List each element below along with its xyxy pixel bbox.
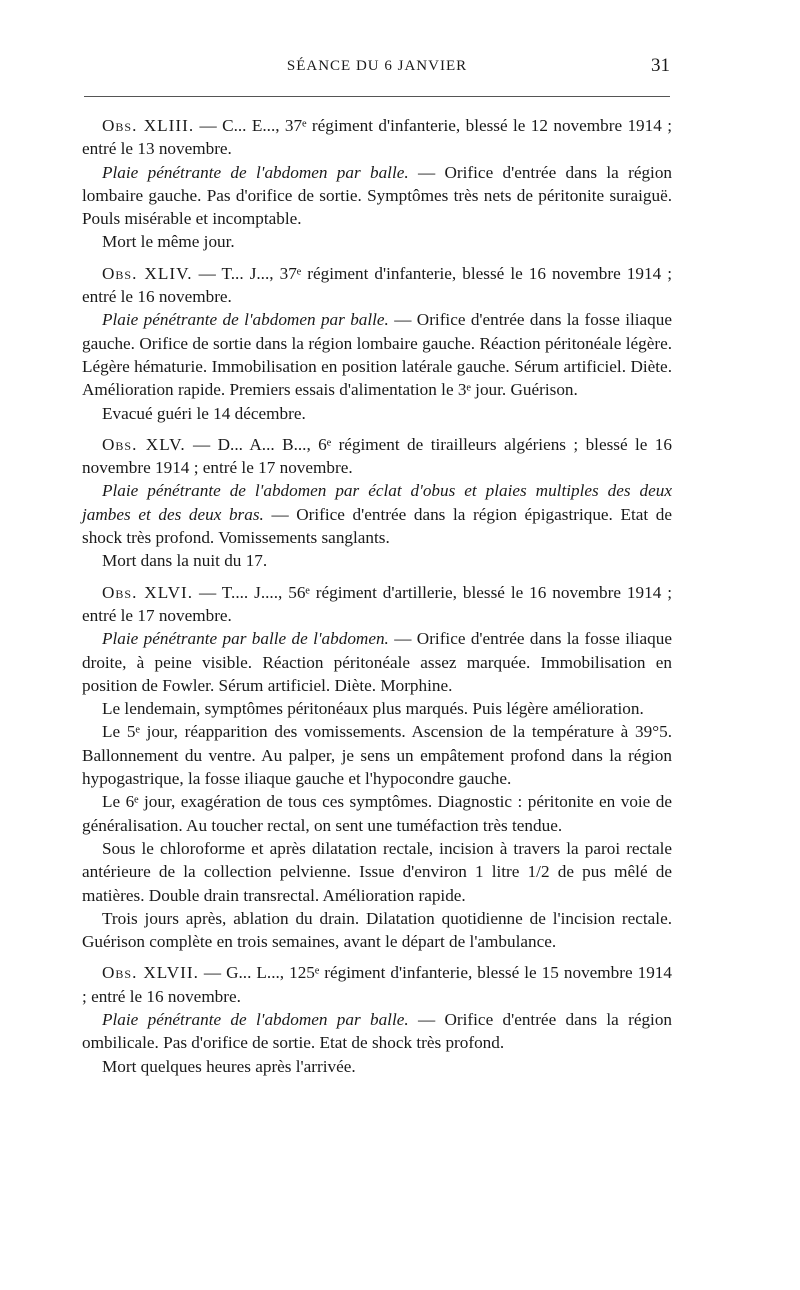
outcome-paragraph: Evacué guéri le 14 décembre.	[102, 403, 306, 423]
outcome-paragraph: Mort dans la nuit du 17.	[102, 551, 268, 571]
course-paragraph: Le 6ᵉ jour, exagération de tous ces symptômes. Diagnostic : péritonite en voie de généralisation. Au toucher rectal, on sent une tuméfaction très tendue.	[82, 792, 672, 835]
observation-intro	[82, 433, 672, 480]
observation-number: Obs. XLIV.	[102, 263, 193, 283]
diagnosis-title: Plaie pénétrante de l'abdomen par balle.	[102, 310, 389, 330]
diagnosis-paragraph	[82, 1008, 672, 1055]
patient-details: — D... A... B..., 6ᵉ régiment de tirailleurs algériens ; blessé le 16 novembre 1914 ; entré le 17 novembre.	[82, 434, 672, 478]
page-number: 31	[651, 55, 670, 76]
outcome-paragraph: Trois jours après, ablation du drain. Dilatation quotidienne de l'incision rectale. Guérison complète en trois semaines, avant le départ de l'ambulance.	[82, 908, 672, 952]
diagnosis-title: Plaie pénétrante de l'abdomen par balle.	[102, 1009, 409, 1029]
observation-intro	[82, 114, 672, 161]
diagnosis-paragraph	[82, 308, 672, 401]
header-rule	[84, 96, 670, 97]
patient-details: — T.... J...., 56ᵉ régiment d'artillerie, blessé le 16 novembre 1914 ; entré le 17 novembre.	[82, 582, 672, 625]
course-paragraph: Sous le chloroforme et après dilatation rectale, incision à travers la paroi rectale antérieure de la collection pelvienne. Issue d'environ 1 litre 1/2 de pus mêlé de matières. Double drain transrectal. Amélioration rapide.	[82, 838, 672, 905]
observation-number: Obs. XLV.	[102, 434, 186, 454]
diagnosis-text: — Orifice d'entrée dans la fosse iliaque droite, à peine visible. Réaction péritonéale assez marquée. Immobilisation en position de Fowler. Sérum artificiel. Diète. Morphine.	[82, 629, 672, 695]
observation-intro	[82, 961, 672, 1008]
observation-intro	[82, 581, 672, 628]
observation-xliii	[82, 114, 672, 254]
page-header	[84, 55, 670, 82]
observation-intro	[82, 262, 672, 309]
running-title: SÉANCE DU 6 JANVIER	[286, 58, 468, 74]
observation-number: Obs. XLVII.	[102, 963, 199, 983]
patient-details: — T... J..., 37ᵉ régiment d'infanterie, blessé le 16 novembre 1914 ; entré le 16 novembre.	[82, 263, 672, 307]
patient-details: — G... L..., 125ᵉ régiment d'infanterie, blessé le 15 novembre 1914 ; entré le 16 novembre.	[82, 963, 672, 1006]
diagnosis-title: Plaie pénétrante par balle de l'abdomen.	[102, 629, 389, 649]
observation-xlvii	[82, 961, 672, 1077]
diagnosis-text: — Orifice d'entrée dans la fosse iliaque gauche. Orifice de sortie dans la région lombaire gauche. Réaction péritonéale légère. Légère hématurie. Immobilisation en position latérale gauche. Sérum artificiel. Diète. Amélioration rapide. Premiers essais d'alimentation le 3ᵉ jour. Guérison.	[82, 310, 672, 400]
diagnosis-text: — Orifice d'entrée dans la région lombaire gauche. Pas d'orifice de sortie. Symptômes très nets de péritonite suraiguë. Pouls misérable et incomptable.	[82, 162, 673, 229]
patient-details: — C... E..., 37ᵉ régiment d'infanterie, blessé le 12 novembre 1914 ; entré le 13 novembre.	[82, 116, 672, 159]
observation-xlv	[82, 433, 672, 573]
diagnosis-title: Plaie pénétrante de l'abdomen par balle.	[102, 162, 409, 182]
diagnosis-paragraph	[82, 479, 672, 549]
diagnosis-paragraph	[82, 161, 672, 231]
observation-number: Obs. XLIII.	[102, 116, 195, 135]
diagnosis-text: — Orifice d'entrée dans la région épigastrique. Etat de shock très profond. Vomissements sanglants.	[82, 504, 672, 548]
diagnosis-text: — Orifice d'entrée dans la région ombilicale. Pas d'orifice de sortie. Etat de shock très profond.	[82, 1009, 673, 1053]
outcome-paragraph: Mort quelques heures après l'arrivée.	[102, 1056, 356, 1076]
observation-xliv	[82, 262, 672, 425]
course-paragraph: Le lendemain, symptômes péritonéaux plus marqués. Puis légère amélioration.	[102, 699, 644, 719]
page-body	[82, 114, 672, 1086]
diagnosis-title: Plaie pénétrante de l'abdomen par éclat d'obus et plaies multiples des deux jambes et des deux bras.	[82, 481, 672, 524]
diagnosis-paragraph	[82, 627, 672, 697]
course-paragraph: Le 5ᵉ jour, réapparition des vomissements. Ascension de la température à 39°5. Ballonnement du ventre. Au palper, je sens un empâtement profond dans la région hypogastrique, la fosse iliaque gauche et l'hypocondre gauche.	[82, 722, 672, 789]
observation-number: Obs. XLVI.	[102, 582, 194, 602]
outcome-paragraph: Mort le même jour.	[102, 232, 235, 252]
observation-xlvi	[82, 581, 672, 954]
